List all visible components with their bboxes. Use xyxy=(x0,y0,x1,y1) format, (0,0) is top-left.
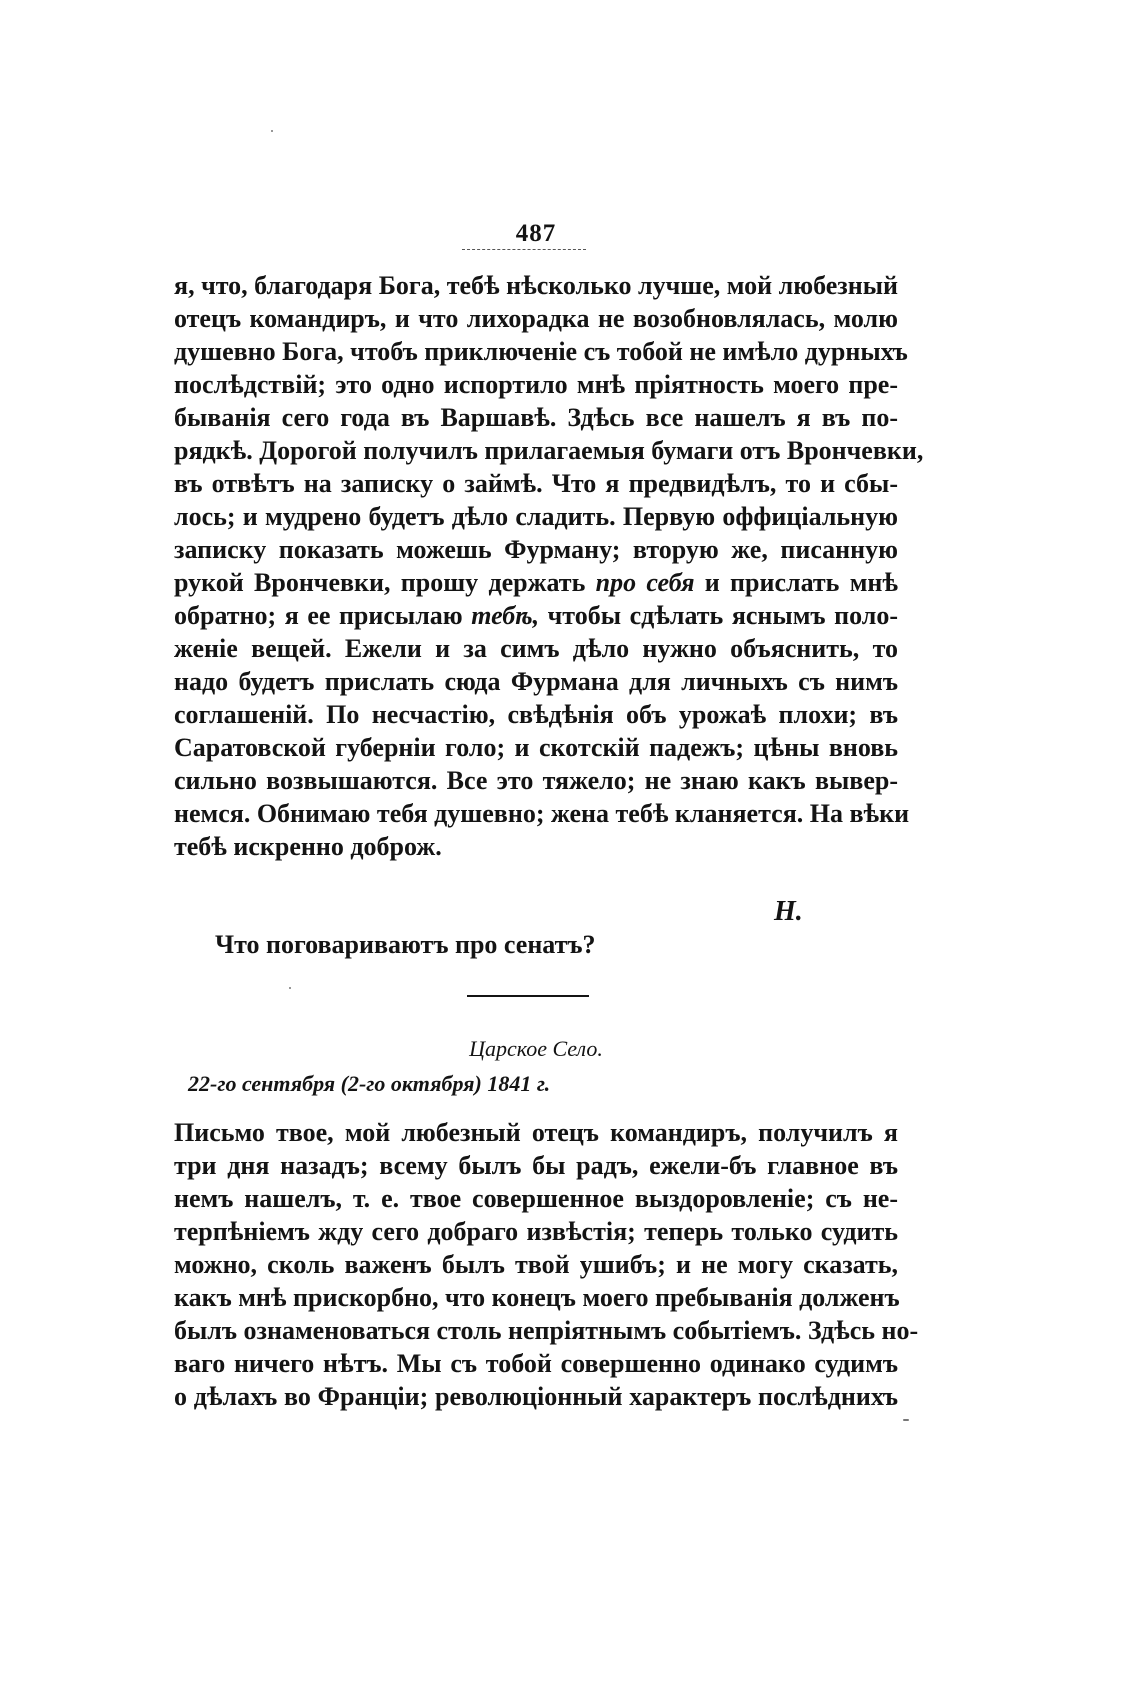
paper-speck xyxy=(289,987,291,989)
text-line: надо будетъ прислать сюда Фурмана для личныхъ съ нимъ xyxy=(174,667,898,696)
text-line: лось; и мудрено будетъ дѣло сладить. Первую оффицiальную xyxy=(174,502,898,531)
text-line: о дѣлахъ во Францiи; революцiонный характеръ послѣднихъ xyxy=(174,1382,898,1411)
text-line: послѣдствiй; это одно испортило мнѣ прiятность моего пре- xyxy=(174,370,898,399)
italic-run: про себя xyxy=(595,568,695,597)
text-line: душевно Бога, чтобъ приключенiе съ тобой не имѣло дурныхъ xyxy=(174,337,908,366)
text-line: былъ ознаменоваться столь непрiятнымъ событiемъ. Здѣсь но- xyxy=(174,1316,919,1345)
text-line: можно, сколь важенъ былъ твой ушибъ; и не могу сказать, xyxy=(174,1250,898,1279)
paper-speck xyxy=(903,1419,909,1421)
text-line-mixed xyxy=(174,600,898,632)
text-line: немся. Обнимаю тебя душевно; жена тебѣ кланяется. На вѣки xyxy=(174,799,910,828)
text-run: чтобы сдѣлать яснымъ поло- xyxy=(539,601,899,630)
text-line: Письмо твое, мой любезный отецъ командиръ, получилъ я xyxy=(174,1118,898,1147)
text-line: терпѣнiемъ жду сего добраго извѣстiя; теперь только судить xyxy=(174,1217,898,1246)
text-line: женiе вещей. Ежели и за симъ дѣло нужно объяснить, то xyxy=(174,634,898,663)
text-line: быванiя сего года въ Варшавѣ. Здѣсь все нашелъ я въ по- xyxy=(174,403,898,432)
text-line: какъ мнѣ прискорбно, что конецъ моего пребыванiя долженъ xyxy=(174,1283,900,1312)
section-divider xyxy=(467,995,589,997)
page-number: 487 xyxy=(515,220,557,247)
text-run: и прислать мнѣ xyxy=(694,568,899,597)
text-line: тебѣ искренно доброж. xyxy=(174,832,442,861)
text-line-mixed xyxy=(174,567,898,599)
postscript: Что поговариваютъ про сенатъ? xyxy=(215,930,596,959)
text-line: записку показать можешь Фурману; вторую же, писанную xyxy=(174,535,898,564)
page-number-ornament xyxy=(462,249,586,253)
text-line: ваго ничего нѣтъ. Мы съ тобой совершенно одинако судимъ xyxy=(174,1349,898,1378)
paper-speck xyxy=(271,130,273,132)
text-line: немъ нашелъ, т. е. твое совершенное выздоровленiе; съ не- xyxy=(174,1184,898,1213)
text-line: три дня назадъ; всему былъ бы радъ, ежели-бъ главное въ xyxy=(174,1151,898,1180)
text-line: отецъ командиръ, и что лихорадка не возобновлялась, молю xyxy=(174,304,898,333)
text-line: я, что, благодаря Бога, тебѣ нѣсколько лучше, мой любезный xyxy=(174,271,898,300)
signature: Н. xyxy=(774,896,803,927)
italic-run: тебѣ, xyxy=(471,601,540,630)
text-line: соглашенiй. По несчастiю, свѣдѣнiя объ урожаѣ плохи; въ xyxy=(174,700,898,729)
text-line: Саратовской губернiи голо; и скотскiй падежъ; цѣны вновь xyxy=(174,733,898,762)
text-line: рядкѣ. Дорогой получилъ прилагаемыя бумаги отъ Врончевки, xyxy=(174,436,924,465)
letter-date: 22-го сентября (2-го октября) 1841 г. xyxy=(188,1071,551,1096)
letter-place: Царское Село. xyxy=(469,1036,603,1061)
text-line: сильно возвышаются. Все это тяжело; не знаю какъ вывер- xyxy=(174,766,898,795)
text-run: обратно; я ее присылаю xyxy=(174,601,472,630)
text-line: въ отвѣтъ на записку о займѣ. Что я предвидѣлъ, то и сбы- xyxy=(174,469,898,498)
text-run: рукой Врончевки, прошу держать xyxy=(174,568,596,597)
